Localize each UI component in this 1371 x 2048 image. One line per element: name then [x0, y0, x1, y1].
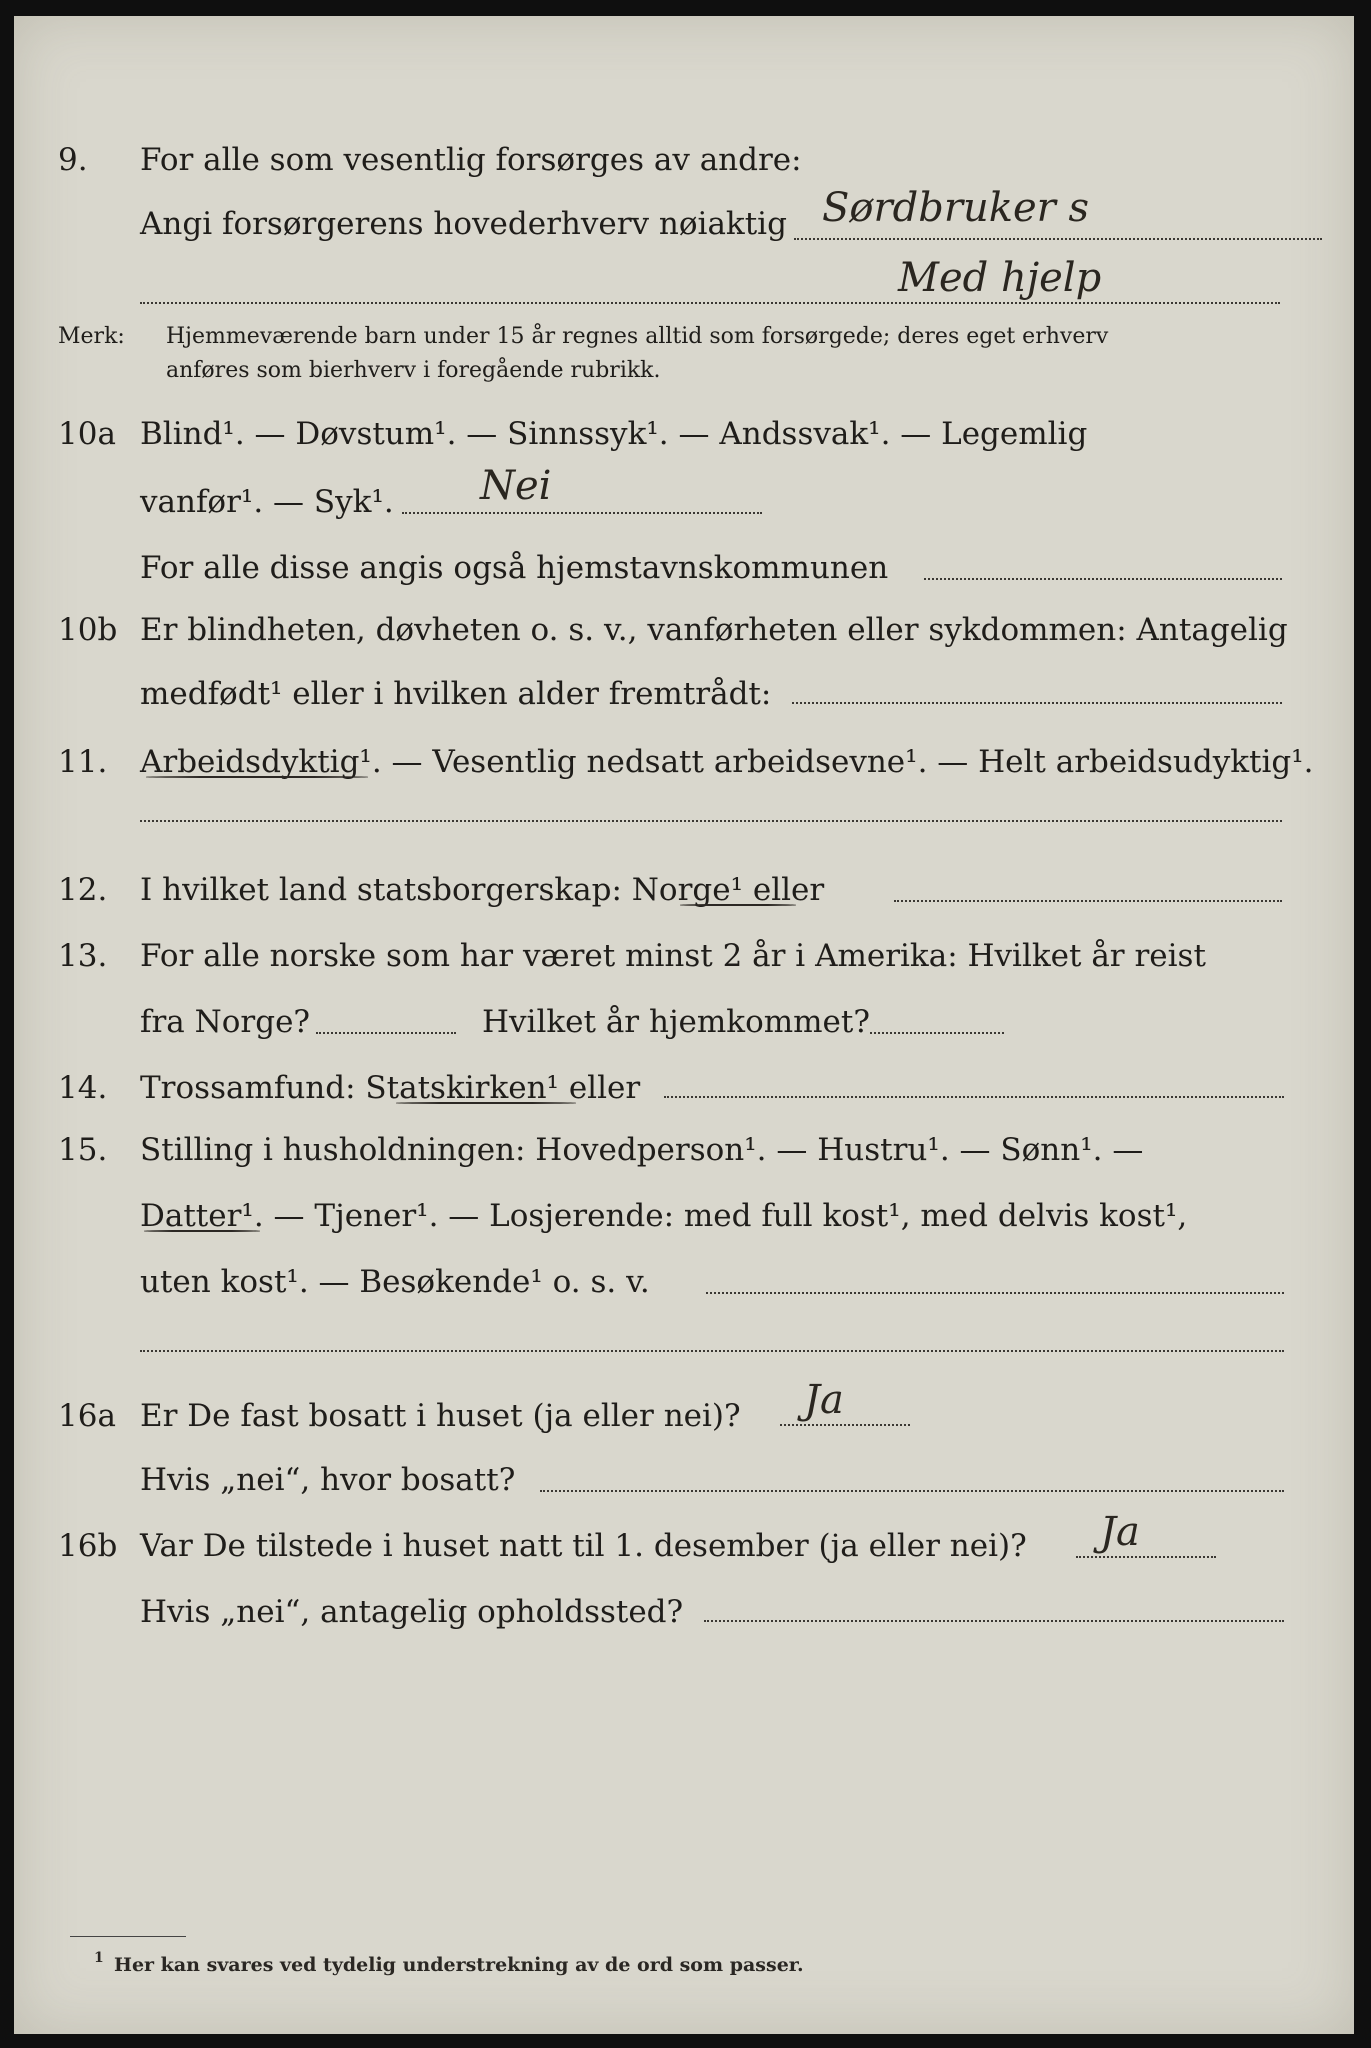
q16b-handwritten-answer: Ja: [1100, 1509, 1140, 1555]
q9-line2: Angi forsørgerens hovederhverv nøiaktig: [140, 206, 787, 242]
q15-number: 15.: [58, 1132, 108, 1168]
q10b-number: 10b: [58, 612, 118, 648]
merk-line1: Hjemmeværende barn under 15 år regnes alltid som forsørgede; deres eget erhverv: [166, 324, 1109, 349]
q16a-answer-line: [780, 1424, 910, 1426]
q12-answer-line: [894, 900, 1282, 902]
q13-line1: For alle norske som har været minst 2 år i Amerika: Hvilket år reist: [140, 938, 1206, 974]
q9-handwritten-answer-2: Med hjelp: [898, 255, 1102, 301]
q15-line1: Stilling i husholdningen: Hovedperson¹. — Hustru¹. — Sønn¹. —: [140, 1132, 1144, 1168]
footnote: [94, 1950, 804, 1976]
q10a-number: 10a: [58, 416, 116, 452]
q16a-handwritten-answer: Ja: [804, 1377, 844, 1423]
q16b-line2: Hvis „nei“, antagelig opholdssted?: [140, 1594, 684, 1630]
q10a-line1: Blind¹. — Døvstum¹. — Sinnssyk¹. — Andssvak¹. — Legemlig: [140, 416, 1088, 452]
merk-label: Merk:: [58, 324, 125, 349]
census-form-page: [14, 16, 1354, 2034]
q11-underline-mark: [146, 776, 368, 778]
q13-year-left-line: [316, 1032, 456, 1034]
q16b-place-line: [704, 1620, 1284, 1622]
q10a-handwritten-answer: Nei: [480, 463, 552, 509]
q15-line2: Datter¹. — Tjener¹. — Losjerende: med full kost¹, med delvis kost¹,: [140, 1198, 1188, 1234]
q16a-line1: Er De fast bosatt i huset (ja eller nei)?: [140, 1398, 741, 1434]
q14-underline-mark: [396, 1102, 576, 1104]
q15-answer-line-2: [140, 1350, 1284, 1352]
merk-line2: anføres som bierhverv i foregående rubrikk.: [166, 358, 661, 383]
q9-number: 9.: [58, 142, 88, 178]
q12-text: I hvilket land statsborgerskap: Norge¹ eller: [140, 872, 825, 908]
footnote-rule: [70, 1936, 186, 1937]
q10b-answer-line: [792, 702, 1282, 704]
q14-text: Trossamfund: Statskirken¹ eller: [140, 1070, 641, 1106]
q10b-line2: medfødt¹ eller i hvilken alder fremtrådt:: [140, 676, 772, 712]
q16b-answer-line: [1076, 1556, 1216, 1558]
q16a-number: 16a: [58, 1398, 116, 1434]
q10a-line2: vanfør¹. — Syk¹.: [140, 484, 394, 520]
q10b-line1: Er blindheten, døvheten o. s. v., vanførheten eller sykdommen: Antagelig: [140, 612, 1288, 648]
q14-answer-line: [664, 1096, 1284, 1098]
q9-line1: For alle som vesentlig forsørges av andre:: [140, 142, 802, 178]
q16b-number: 16b: [58, 1528, 118, 1564]
q13-number: 13.: [58, 938, 108, 974]
q12-number: 12.: [58, 872, 108, 908]
q16a-where-line: [540, 1490, 1284, 1492]
q13-year-returned-line: [870, 1032, 1004, 1034]
q10a-line3: For alle disse angis også hjemstavnskommunen: [140, 550, 889, 586]
q13-line2b: Hvilket år hjemkommet?: [482, 1004, 870, 1040]
q16a-line2: Hvis „nei“, hvor bosatt?: [140, 1462, 516, 1498]
q15-answer-line: [706, 1292, 1284, 1294]
q13-line2a: fra Norge?: [140, 1004, 311, 1040]
q9-answer-line-2: [140, 302, 1280, 304]
q14-number: 14.: [58, 1070, 108, 1106]
q11-number: 11.: [58, 744, 108, 780]
q9-answer-line: [794, 238, 1322, 240]
q10a-answer-line: [402, 512, 762, 514]
q15-line3: uten kost¹. — Besøkende¹ o. s. v.: [140, 1264, 650, 1300]
q10a-hometown-line: [924, 578, 1282, 580]
q15-underline-mark: [144, 1230, 260, 1232]
q12-underline-mark: [680, 904, 796, 906]
footnote-mark: 1: [94, 1950, 104, 1966]
q9-handwritten-answer: Sørdbruker s: [822, 185, 1089, 231]
q16b-line1: Var De tilstede i huset natt til 1. desember (ja eller nei)?: [140, 1528, 1027, 1564]
footnote-text: Her kan svares ved tydelig understrekning av de ord som passer.: [114, 1954, 804, 1976]
q11-answer-line: [140, 820, 1282, 822]
q11-text: Arbeidsdyktig¹. — Vesentlig nedsatt arbeidsevne¹. — Helt arbeidsudyktig¹.: [140, 744, 1314, 780]
